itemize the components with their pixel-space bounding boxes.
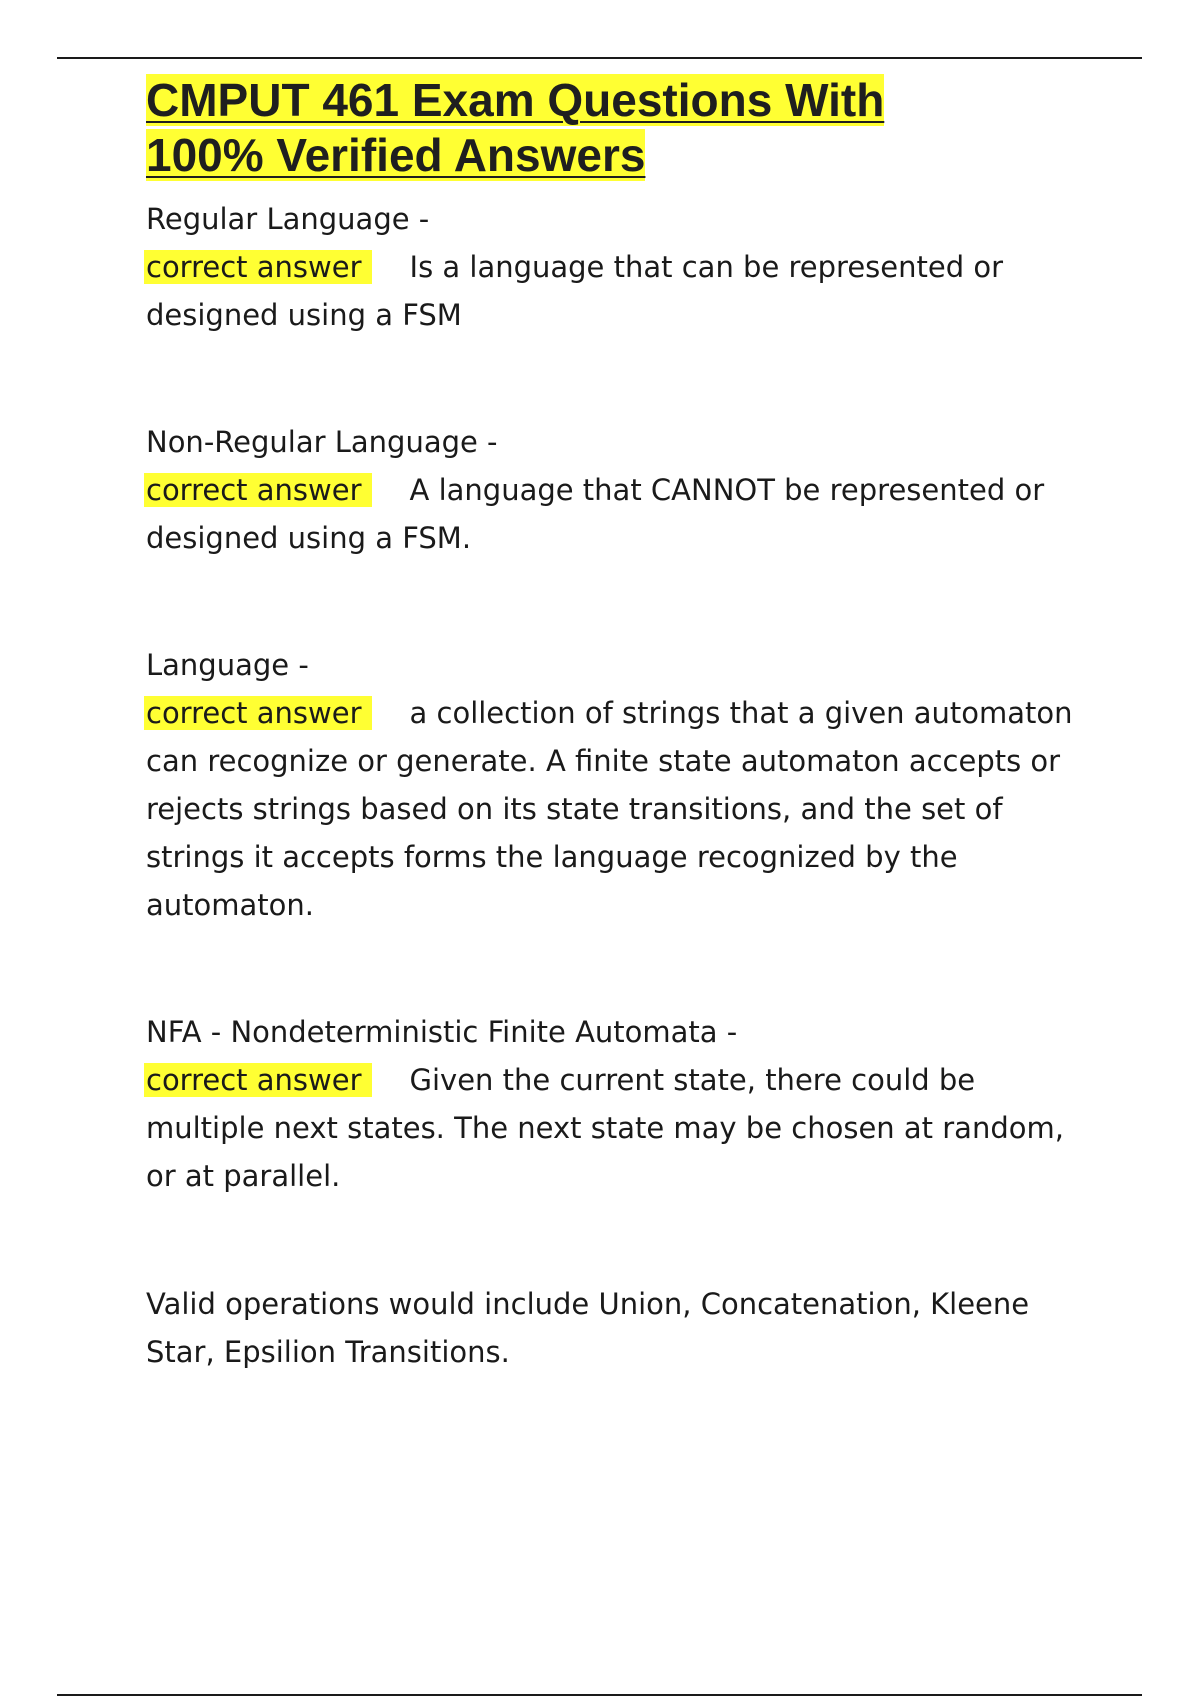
qa-term: NFA - Nondeterministic Finite Automata - [146,1015,738,1049]
correct-answer-badge: correct answer [144,696,372,730]
title-line-1: CMPUT 461 Exam Questions With [146,74,885,126]
qa-item [146,418,1096,562]
footer-rule [57,1694,1142,1696]
qa-term: Regular Language - [146,202,430,236]
qa-term: Non-Regular Language - [146,425,498,459]
header-rule [57,57,1142,59]
qa-answer [146,689,1096,929]
qa-answer [146,1056,1096,1200]
correct-answer-badge: correct answer [144,1063,372,1097]
trailing-paragraph: Valid operations would include Union, Concatenation, Kleene Star, Epsilion Transitions. [146,1287,1030,1369]
qa-item [146,1008,1096,1200]
document-title [146,73,1096,183]
correct-answer-badge: correct answer [144,473,372,507]
qa-answer-text: a collection of strings that a given automaton can recognize or generate. A finite state automaton accepts or rejects strings based on its state transitions, and the set of strings it accepts forms the language recognized by the automaton. [146,696,1073,922]
correct-answer-badge: correct answer [144,250,372,284]
qa-term: Language - [146,648,309,682]
qa-answer-text: A language that CANNOT be represented or designed using a FSM. [146,473,1045,555]
qa-answer-text: Is a language that can be represented or designed using a FSM [146,250,1004,332]
qa-answer-text: Given the current state, there could be multiple next states. The next state may be chosen at random, or at parallel. [146,1063,1064,1193]
qa-item [146,641,1096,929]
document-body [146,73,1096,1376]
qa-answer [146,466,1096,562]
title-line-2: 100% Verified Answers [146,129,646,181]
qa-answer [146,243,1096,339]
qa-item [146,195,1096,339]
